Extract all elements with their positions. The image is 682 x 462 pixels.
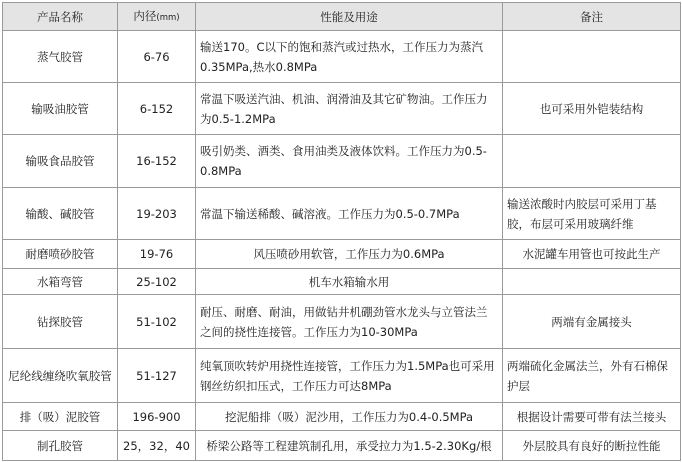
header-row xyxy=(3,3,681,31)
diameter-cell: 6-76 xyxy=(118,31,196,83)
product-name-cell: 输吸油胶管 xyxy=(3,83,118,135)
product-name-cell: 耐磨喷砂胶管 xyxy=(3,240,118,269)
header-product-name: 产品名称 xyxy=(3,3,118,31)
header-diameter-unit: (mm) xyxy=(156,12,180,23)
note-cell xyxy=(503,269,681,295)
note-cell: 两端有金属接头 xyxy=(503,295,681,349)
product-table xyxy=(2,2,681,461)
usage-cell: 桥梁公路等工程建筑制孔用，承受拉力为1.5-2.30Kg/根 xyxy=(196,431,503,461)
diameter-cell: 6-152 xyxy=(118,83,196,135)
header-usage: 性能及用途 xyxy=(196,3,503,31)
diameter-cell: 16-152 xyxy=(118,135,196,188)
table-row xyxy=(3,83,681,135)
table-row xyxy=(3,349,681,403)
diameter-cell: 19-76 xyxy=(118,240,196,269)
diameter-cell: 196-900 xyxy=(118,403,196,431)
table-row xyxy=(3,188,681,240)
table-row xyxy=(3,431,681,461)
product-name-cell: 钻探胶管 xyxy=(3,295,118,349)
usage-cell: 耐压、耐磨、耐油，用做钻井机硼劲管水龙头与立管法兰之间的挠性连接管。工作压力为10-30MPa xyxy=(196,295,503,349)
product-name-cell: 输酸、碱胶管 xyxy=(3,188,118,240)
usage-cell: 挖泥船排（吸）泥沙用，工作压力为0.4-0.5MPa xyxy=(196,403,503,431)
usage-cell: 输送170。C以下的饱和蒸汽或过热水，工作压力为蒸汽0.35MPa,热水0.8MPa xyxy=(196,31,503,83)
table-row xyxy=(3,269,681,295)
usage-cell: 纯氧顶吹转炉用挠性连接管，工作压力为1.5MPa也可采用钢丝纺织扣压式，工作压力可达8MPa xyxy=(196,349,503,403)
product-name-cell: 尼纶线缠绕吹氧胶管 xyxy=(3,349,118,403)
usage-cell: 常温下吸送汽油、机油、润滑油及其它矿物油。工作压力为0.5-1.2MPa xyxy=(196,83,503,135)
diameter-cell: 25，32，40 xyxy=(118,431,196,461)
note-cell: 两端硫化金属法兰，外有石棉保护层 xyxy=(503,349,681,403)
diameter-cell: 25-102 xyxy=(118,269,196,295)
note-cell: 输送浓酸时内胶层可采用丁基胶，布层可采用玻璃纤维 xyxy=(503,188,681,240)
product-name-cell: 排（吸）泥胶管 xyxy=(3,403,118,431)
usage-cell: 吸引奶类、酒类、食用油类及液体饮料。工作压力为0.5-0.8MPa xyxy=(196,135,503,188)
table-row xyxy=(3,403,681,431)
usage-cell: 机车水箱输水用 xyxy=(196,269,503,295)
note-cell: 水泥罐车用管也可按此生产 xyxy=(503,240,681,269)
diameter-cell: 19-203 xyxy=(118,188,196,240)
note-cell: 根据设计需要可带有法兰接头 xyxy=(503,403,681,431)
diameter-cell: 51-127 xyxy=(118,349,196,403)
table-row xyxy=(3,240,681,269)
table-row xyxy=(3,135,681,188)
note-cell: 外层胶具有良好的断拉性能 xyxy=(503,431,681,461)
product-name-cell: 输吸食品胶管 xyxy=(3,135,118,188)
usage-cell: 风压喷砂用软管，工作压力为0.6MPa xyxy=(196,240,503,269)
product-name-cell: 制孔胶管 xyxy=(3,431,118,461)
note-cell xyxy=(503,135,681,188)
note-cell: 也可采用外铠装结构 xyxy=(503,83,681,135)
diameter-cell: 51-102 xyxy=(118,295,196,349)
product-name-cell: 水箱弯管 xyxy=(3,269,118,295)
note-cell xyxy=(503,31,681,83)
table-row xyxy=(3,31,681,83)
product-name-cell: 蒸气胶管 xyxy=(3,31,118,83)
table-row xyxy=(3,295,681,349)
header-diameter-label: 内径 xyxy=(133,8,157,23)
header-inner-diameter xyxy=(118,3,196,31)
header-note: 备注 xyxy=(503,3,681,31)
usage-cell: 常温下输送稀酸、碱溶液。工作压力为0.5-0.7MPa xyxy=(196,188,503,240)
